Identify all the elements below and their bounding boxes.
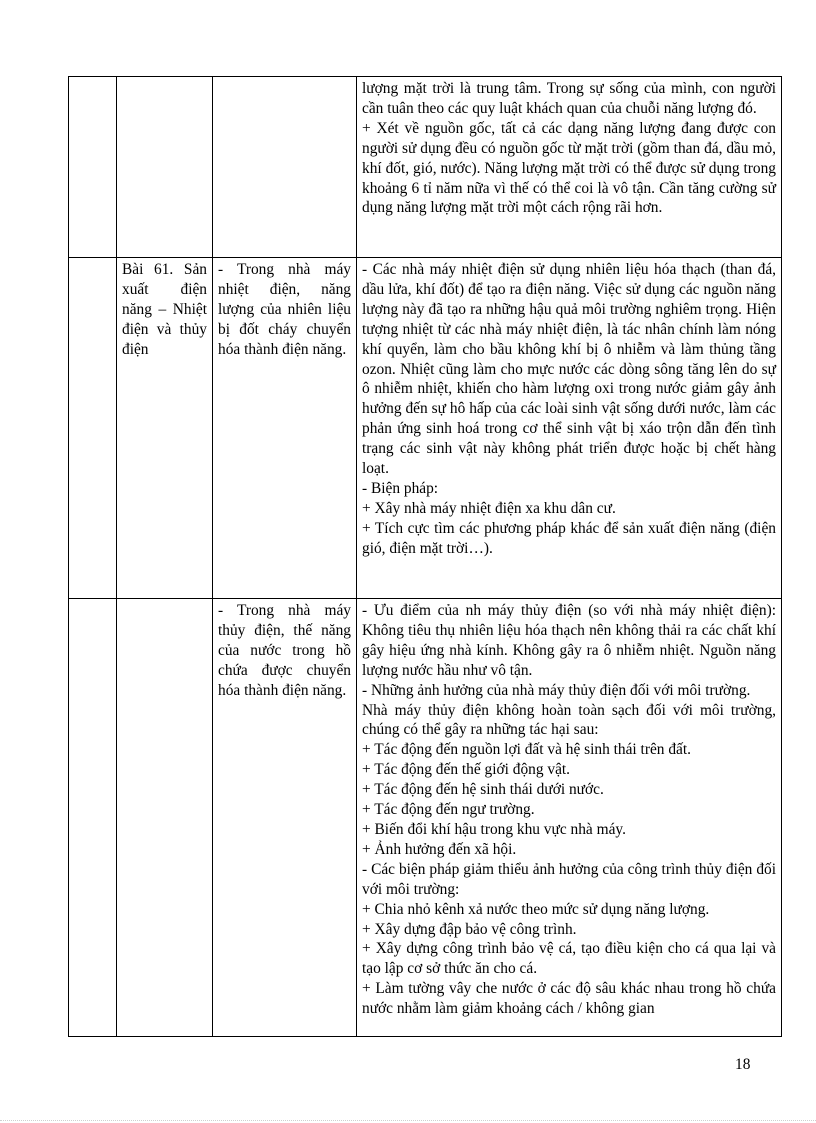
table-row — [69, 258, 782, 599]
table-row — [69, 599, 782, 1037]
content-paragraph: + Tác động đến ngư trường. — [362, 801, 535, 819]
lesson-cell — [117, 77, 213, 258]
content-paragraph: + Xây dựng công trình bảo vệ cá, tạo điều kiện cho cá qua lại và tạo lập cơ sở thức ăn cho cá. — [362, 940, 776, 978]
content-paragraph: - Các biện pháp giảm thiểu ảnh hưởng của công trình thủy điện đối với môi trường: — [362, 860, 776, 898]
content-paragraph: - Những ảnh hưởng của nhà máy thủy điện đối với môi trường. — [362, 681, 751, 699]
process-text: - Trong nhà máy nhiệt điện, năng lượng của nhiên liệu bị đốt cháy chuyển hóa thành điện năng. — [218, 261, 351, 358]
content-paragraph: + Tích cực tìm các phương pháp khác để sản xuất điện năng (điện gió, điện mặt trời…). — [362, 519, 776, 557]
process-cell — [213, 599, 357, 1037]
content-paragraph: + Tác động đến nguồn lợi đất và hệ sinh thái trên đất. — [362, 741, 691, 759]
index-cell — [69, 599, 117, 1037]
content-paragraph: + Xây nhà máy nhiệt điện xa khu dân cư. — [362, 499, 616, 517]
process-text: - Trong nhà máy thủy điện, thế năng của nước trong hồ chứa được chuyển hóa thành điện năng. — [218, 602, 351, 699]
lesson-table — [68, 76, 782, 1037]
content-cell — [357, 77, 782, 258]
lesson-cell — [117, 258, 213, 599]
content-paragraph: - Biện pháp: — [362, 479, 439, 497]
content-paragraph: + Biến đổi khí hậu trong khu vực nhà máy. — [362, 820, 626, 838]
content-paragraph: lượng mặt trời là trung tâm. Trong sự sống của mình, con người cần tuân theo các quy luật khách quan của chuỗi năng lượng đó. — [362, 80, 776, 117]
content-paragraph: + Xét về nguồn gốc, tất cả các dạng năng lượng đang được con người sử dụng đều có nguồn gốc từ mặt trời (gồm than đá, dầu mỏ, khí đốt, gió, nước). Năng lượng mặt trời có thể được sử dụng trong khoảng 6 tỉ năm nữa vì thế có thể coi là vô tận. Cần tăng cường sử dụng năng lượng mặt trời một cách rộng rãi hơn. — [362, 119, 776, 217]
process-cell — [213, 77, 357, 258]
table-row — [69, 77, 782, 258]
content-paragraph: + Ảnh hưởng đến xã hội. — [362, 840, 517, 858]
content-paragraph: - Ưu điểm của nh máy thủy điện (so với nhà máy nhiệt điện): Không tiêu thụ nhiên liệu hóa thạch nên không thải ra các chất khí gây hiệu ứng nhà kính. Không gây ra ô nhiễm nhiệt. Nguồn năng lượng nước hầu như vô tận. — [362, 602, 776, 679]
content-paragraph: + Tác động đến thế giới động vật. — [362, 761, 571, 779]
process-cell — [213, 258, 357, 599]
index-cell — [69, 77, 117, 258]
content-paragraph: + Làm tường vây che nước ở các độ sâu khác nhau trong hồ chứa nước nhằm làm giảm khoảng cách / không gian — [362, 980, 776, 1018]
content-cell — [357, 258, 782, 599]
content-paragraph: + Xây dựng đập bảo vệ công trình. — [362, 920, 577, 938]
content-paragraph: - Các nhà máy nhiệt điện sử dụng nhiên liệu hóa thạch (than đá, dầu lửa, khí đốt) để tạo ra điện năng. Việc sử dụng các nguồn năng lượng này đã tạo ra những hậu quả môi trường nghiêm trọng. Hiện tượng nhiệt từ các nhà máy nhiệt điện, là tác nhân chính làm nóng khí quyển, làm cho bầu không khí bị ô nhiễm và làm thủng tầng ozon. Nhiệt cũng làm cho mực nước các dòng sông tăng lên do sự ô nhiễm nhiệt, khiến cho hàm lượng oxi trong nước giảm gây ảnh hưởng đến sự hô hấp của các loài sinh vật sống dưới nước, làm các phản ứng sinh hoá trong cơ thể sinh vật bị xáo trộn dẫn đến tình trạng các sinh vật này không phát triển được hoặc bị chết hàng loạt. — [362, 261, 776, 478]
lesson-cell — [117, 599, 213, 1037]
page-number: 18 — [735, 1056, 751, 1073]
lesson-title: Bài 61. Sản xuất điện năng – Nhiệt điện và thủy điện — [122, 261, 207, 358]
content-paragraph: + Tác động đến hệ sinh thái dưới nước. — [362, 781, 604, 799]
content-paragraph: + Chia nhỏ kênh xả nước theo mức sử dụng năng lượng. — [362, 900, 710, 918]
index-cell — [69, 258, 117, 599]
content-paragraph: Nhà máy thủy điện không hoàn toàn sạch đối với môi trường, chúng có thể gây ra những tác hại sau: — [362, 701, 776, 739]
content-cell — [357, 599, 782, 1037]
page-bottom-divider — [0, 1120, 816, 1121]
